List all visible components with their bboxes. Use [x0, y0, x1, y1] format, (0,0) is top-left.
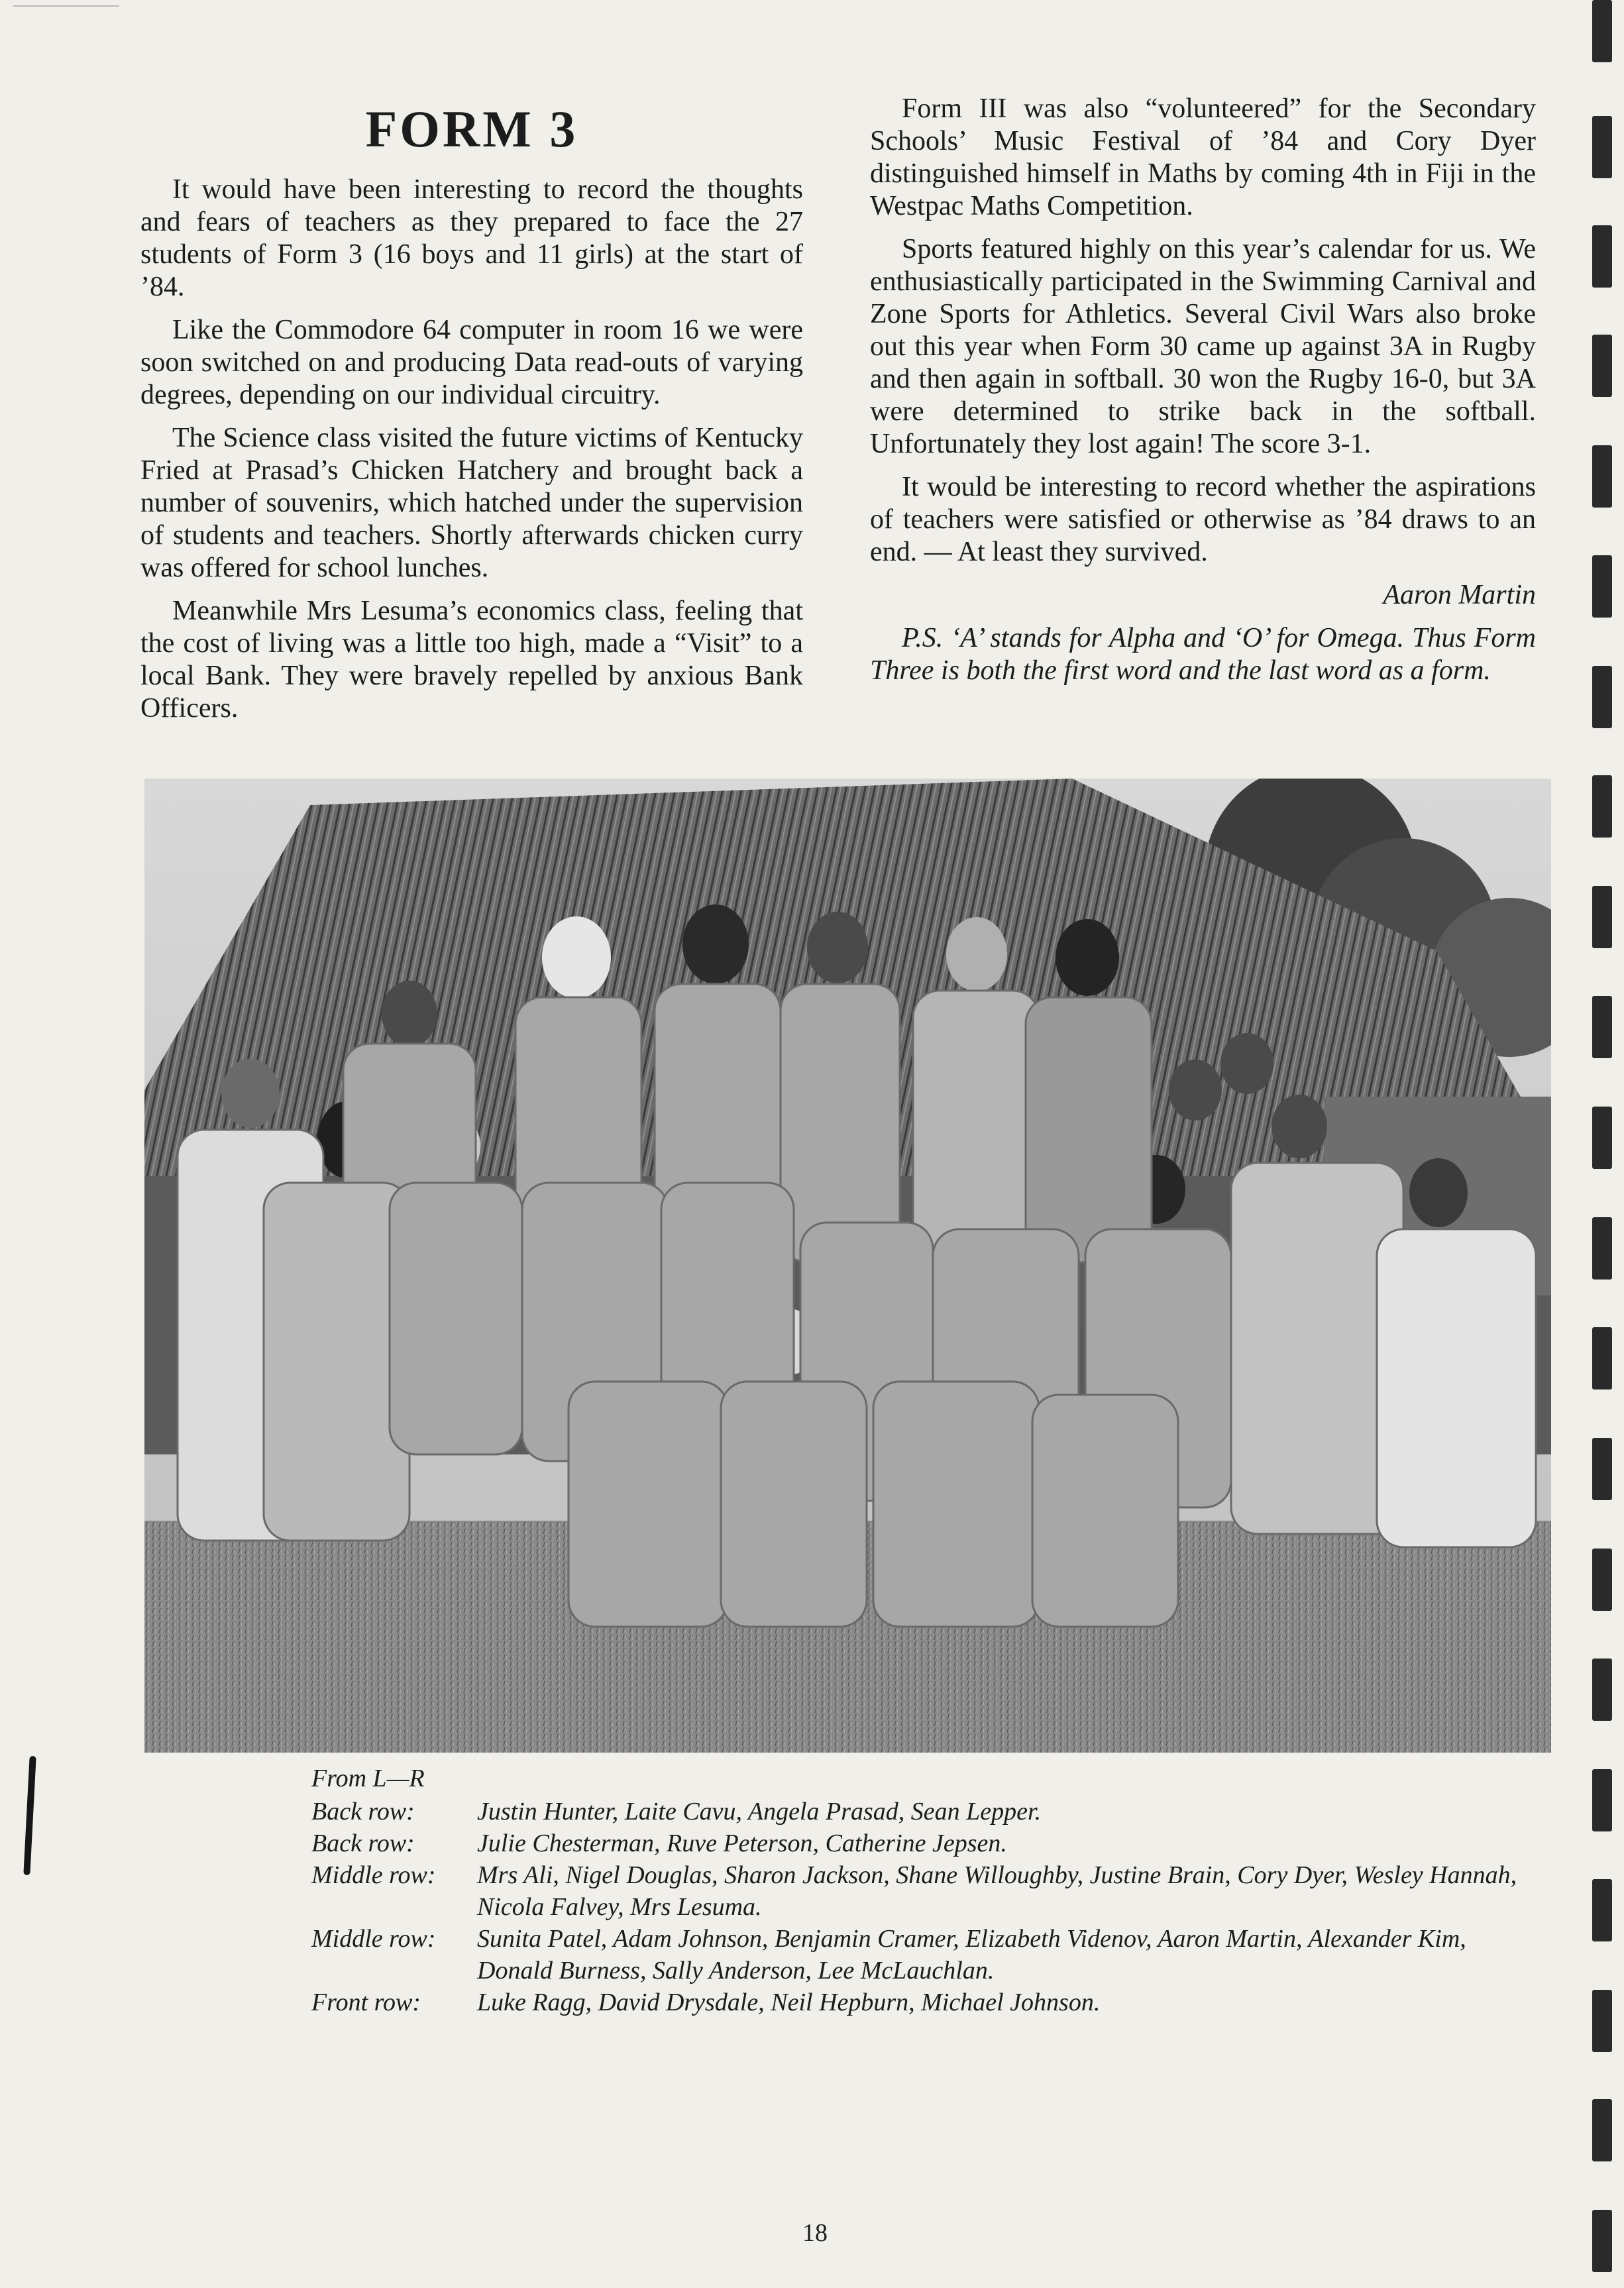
binding-hole [1592, 335, 1612, 397]
caption-row-label: Back row: [311, 1829, 415, 1857]
postscript: P.S. ‘A’ stands for Alpha and ‘O’ for Omega. Thus Form Three is both the first word and the last word as a form. [870, 623, 1536, 686]
paragraph: Like the Commodore 64 computer in room 16 we were soon switched on and producing Data read-outs of varying degrees, depending on our individual circuitry. [140, 315, 803, 410]
binding-hole [1592, 666, 1612, 728]
caption-row-names: Luke Ragg, David Drysdale, Neil Hepburn, Michael Johnson. [477, 1988, 1101, 2016]
binding-hole [1592, 0, 1612, 62]
paragraph: Form III was also “volunteered” for the Secondary Schools’ Music Festival of ’84 and Cory Dyer distinguished himself in Maths by coming 4th in Fiji in the Westpac Maths Competition. [870, 93, 1536, 221]
spiral-binding [1590, 0, 1612, 2288]
caption-row [311, 1796, 1524, 1827]
binding-hole [1592, 2210, 1612, 2272]
binding-hole [1592, 1438, 1612, 1500]
right-column [870, 93, 1536, 698]
binding-hole [1592, 445, 1612, 508]
binding-hole [1592, 996, 1612, 1058]
binding-hole [1592, 1327, 1612, 1389]
paragraph: It would be interesting to record whether the aspirations of teachers were satisfied or otherwise as ’84 draws to an end. — At least they survived. [870, 472, 1536, 567]
caption-row-names: Julie Chesterman, Ruve Peterson, Catherine Jepsen. [477, 1829, 1007, 1857]
binding-hole [1592, 555, 1612, 618]
author-signature: Aaron Martin [1383, 580, 1536, 610]
photo-caption [311, 1763, 1524, 2018]
binding-hole [1592, 1990, 1612, 2052]
binding-hole [1592, 225, 1612, 288]
top-rule [13, 5, 119, 7]
caption-row-names: Mrs Ali, Nigel Douglas, Sharon Jackson, Shane Willoughby, Justine Brain, Cory Dyer, Wesley Hannah, Nicola Falvey, Mrs Lesuma. [477, 1861, 1517, 1921]
binding-hole [1592, 116, 1612, 178]
caption-row [311, 1859, 1524, 1923]
caption-row-label: Front row: [311, 1988, 421, 2016]
caption-row [311, 1827, 1524, 1859]
paragraph: The Science class visited the future victims of Kentucky Fried at Prasad’s Chicken Hatchery and brought back a number of souvenirs, which hatched under the supervision of students and teachers. Shortly afterwards chicken curry was offered for school lunches. [140, 423, 803, 583]
binding-hole [1592, 775, 1612, 838]
binding-hole [1592, 1769, 1612, 1831]
binding-hole [1592, 1217, 1612, 1280]
page-number: 18 [802, 2219, 828, 2247]
class-photo-illustration [144, 779, 1551, 1753]
binding-hole [1592, 1879, 1612, 1941]
paragraph: Meanwhile Mrs Lesuma’s economics class, feeling that the cost of living was a little too high, made a “Visit” to a local Bank. They were bravely repelled by anxious Bank Officers. [140, 596, 803, 724]
caption-row-label: Middle row: [311, 1925, 436, 1953]
paragraph: Sports featured highly on this year’s calendar for us. We enthusiastically participated in the Swimming Carnival and Zone Sports for Athletics. Several Civil Wars also broke out this year when Form 30 came up against 3A in Rugby and then again in softball. 30 won the Rugby 16-0, but 3A were determined to strike back in the softball. Unfortunately they lost again! The score 3-1. [870, 234, 1536, 459]
caption-row [311, 1987, 1524, 2018]
binding-shadow [23, 1756, 36, 1875]
caption-heading: From L—R [311, 1765, 425, 1792]
binding-hole [1592, 886, 1612, 948]
caption-row [311, 1923, 1524, 1987]
caption-row-label: Back row: [311, 1798, 415, 1825]
page-title: FORM 3 [365, 100, 578, 158]
class-photo [144, 779, 1551, 1753]
binding-hole [1592, 2099, 1612, 2161]
caption-row-label: Middle row: [311, 1861, 436, 1889]
paragraph: It would have been interesting to record the thoughts and fears of teachers as they prepared to face the 27 students of Form 3 (16 boys and 11 girls) at the start of ’84. [140, 174, 803, 302]
caption-row-names: Sunita Patel, Adam Johnson, Benjamin Cramer, Elizabeth Videnov, Aaron Martin, Alexander Kim, Donald Burness, Sally Anderson, Lee McLauchlan. [477, 1925, 1466, 1985]
binding-hole [1592, 1549, 1612, 1611]
binding-hole [1592, 1107, 1612, 1169]
binding-hole [1592, 1659, 1612, 1721]
left-column [140, 174, 803, 735]
caption-row-names: Justin Hunter, Laite Cavu, Angela Prasad, Sean Lepper. [477, 1798, 1042, 1825]
